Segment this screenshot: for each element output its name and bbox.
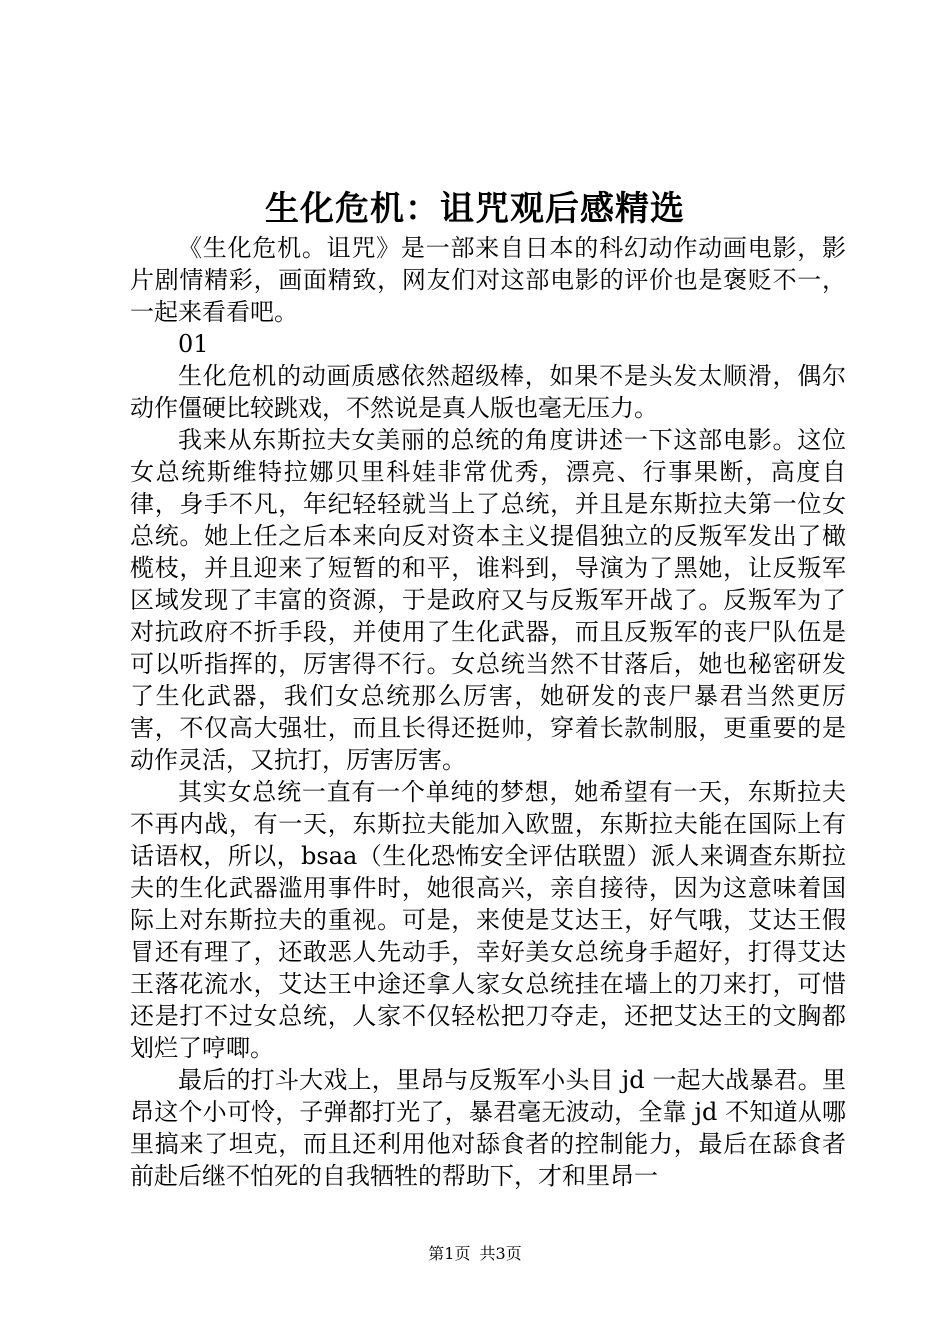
document-title: 生化危机：诅咒观后感精选 (265, 189, 685, 229)
document-body (130, 232, 846, 1192)
section-number: 01 (178, 330, 209, 358)
paragraph-animation-quality: 生化危机的动画质感依然超级棒，如果不是头发太顺滑，偶尔动作僵硬比较跳戏，不然说是真人版也毫无压力。 (130, 362, 846, 422)
paragraph-final-battle: 最后的打斗大戏上，里昂与反叛军小头目 jd 一起大战暴君。里昂这个小可怜，子弹都打光了，暴君毫无波动，全靠 jd 不知道从哪里搞来了坦克，而且还利用他对舔食者的控制能力，最后在舔食者前赴后继不怕死的自我牺牲的帮助下，才和里昂一 (130, 1066, 846, 1190)
paragraph-intro: 《生化危机。诅咒》是一部来自日本的科幻动作动画电影，影片剧情精彩，画面精致，网友们对这部电影的评价也是褒贬不一，一起来看看吧。 (130, 234, 846, 326)
page-footer (0, 1243, 950, 1265)
page-total: 共3页 (479, 1244, 522, 1263)
paragraph-president: 我来从东斯拉夫女美丽的总统的角度讲述一下这部电影。这位女总统斯维特拉娜贝里科娃非常优秀，漂亮、行事果断，高度自律，身手不凡，年纪轻轻就当上了总统，并且是东斯拉夫第一位女总统。她上任之后本来向反对资本主义提倡独立的反叛军发出了橄榄枝，并且迎来了短暂的和平，谁料到，导演为了黑她，让反叛军区域发现了丰富的资源，于是政府又与反叛军开战了。反叛军为了对抗政府不折手段，并使用了生化武器，而且反叛军的丧尸队伍是可以听指挥的，厉害得不行。女总统当然不甘落后，她也秘密研发了生化武器，我们女总统那么厉害，她研发的丧尸暴君当然更厉害，不仅高大强壮，而且长得还挺帅，穿着长款制服，更重要的是动作灵活，又抗打，厉害厉害。 (130, 426, 846, 774)
page-number: 第1页 (428, 1244, 471, 1263)
paragraph-dream: 其实女总统一直有一个单纯的梦想，她希望有一天，东斯拉夫不再内战，有一天，东斯拉夫能加入欧盟，东斯拉夫能在国际上有话语权，所以，bsaa（生化恐怖安全评估联盟）派人来调查东斯拉夫的生化武器滥用事件时，她很高兴，亲自接待，因为这意味着国际上对东斯拉夫的重视。可是，来使是艾达王，好气哦，艾达王假冒还有理了，还敢恶人先动手，幸好美女总统身手超好，打得艾达王落花流水，艾达王中途还拿人家女总统挂在墙上的刀来打，可惜还是打不过女总统，人家不仅轻松把刀夺走，还把艾达王的文胸都划烂了哼唧。 (130, 778, 846, 1062)
